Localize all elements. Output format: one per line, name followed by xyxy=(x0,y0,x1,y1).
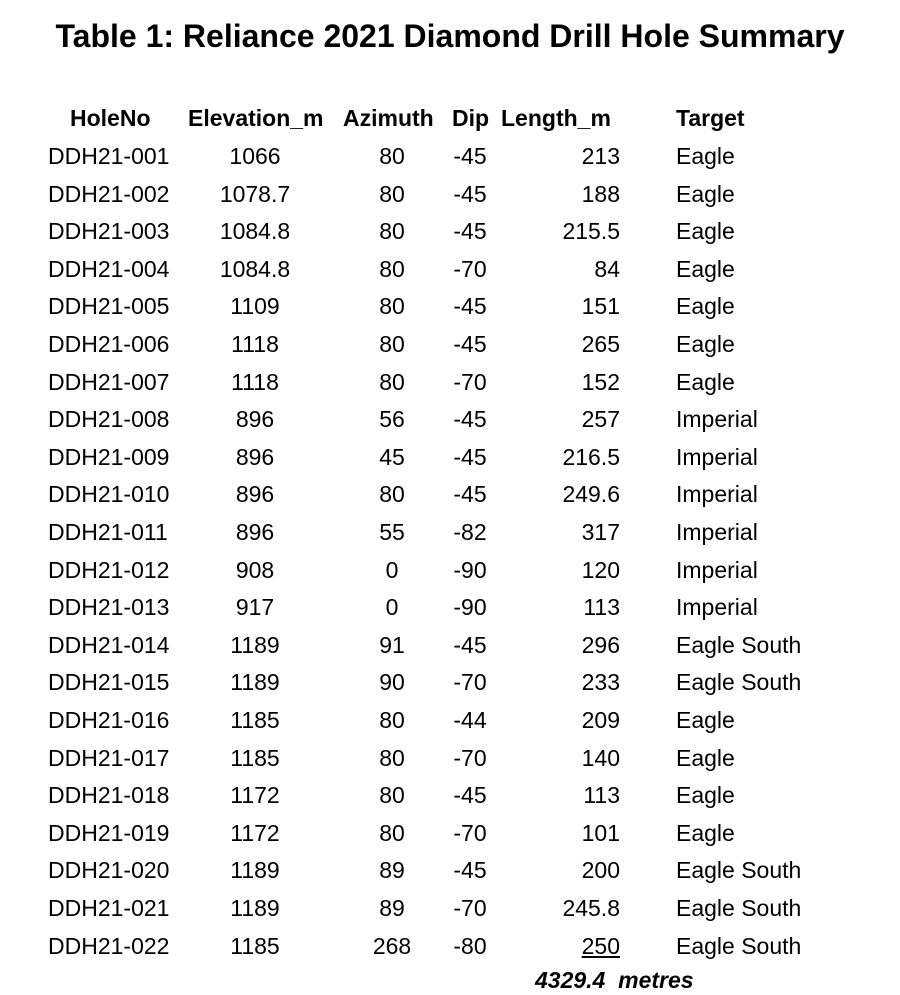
table-cell-hole-no: DDH21-010 xyxy=(48,481,170,507)
table-cell-azimuth: 80 xyxy=(379,331,405,357)
table-cell-elevation: 1084.8 xyxy=(219,256,291,282)
table-cell-hole-no: DDH21-018 xyxy=(48,782,170,808)
table-cell-azimuth: 80 xyxy=(379,143,405,169)
table-cell-length: 265 xyxy=(581,331,620,357)
table-cell-elevation: 1109 xyxy=(230,293,280,319)
table-cell-dip: -90 xyxy=(453,557,487,583)
table-cell-target: Eagle xyxy=(676,745,735,771)
table-cell-elevation: 1118 xyxy=(231,369,279,395)
table-cell-hole-no: DDH21-011 xyxy=(48,519,168,545)
table-cell-azimuth: 80 xyxy=(379,293,405,319)
table-cell-dip: -70 xyxy=(453,369,487,395)
table-cell-dip: -45 xyxy=(453,406,487,432)
table-cell-elevation: 1084.8 xyxy=(219,218,291,244)
table-cell-target: Eagle xyxy=(676,331,735,357)
table-cell-elevation: 1118 xyxy=(231,331,279,357)
table-cell-dip: -45 xyxy=(453,481,487,507)
table-cell-length: 216.5 xyxy=(562,444,620,470)
table-cell-elevation: 1189 xyxy=(230,632,280,658)
table-cell-dip: -45 xyxy=(453,218,487,244)
table-cell-target: Eagle South xyxy=(676,632,802,658)
table-cell-dip: -45 xyxy=(453,782,487,808)
table-cell-target: Eagle xyxy=(676,218,735,244)
table-cell-length: 113 xyxy=(583,594,620,620)
table-cell-dip: -70 xyxy=(453,820,487,846)
table-cell-target: Imperial xyxy=(676,519,758,545)
table-cell-dip: -45 xyxy=(453,181,487,207)
table-cell-hole-no: DDH21-020 xyxy=(48,857,170,883)
table-cell-length: 245.8 xyxy=(562,895,620,921)
table-cell-target: Eagle South xyxy=(676,857,802,883)
table-cell-target: Imperial xyxy=(676,481,758,507)
table-cell-length: 233 xyxy=(581,669,620,695)
table-cell-azimuth: 80 xyxy=(379,369,405,395)
table-cell-target: Eagle South xyxy=(676,895,802,921)
table-cell-dip: -70 xyxy=(453,745,487,771)
table-cell-azimuth: 80 xyxy=(379,707,405,733)
column-header-elevation: Elevation_m xyxy=(188,105,324,131)
table-cell-length: 250 xyxy=(581,933,620,959)
table-cell-length: 257 xyxy=(581,406,620,432)
table-cell-azimuth: 0 xyxy=(385,594,399,620)
table-cell-length: 140 xyxy=(581,745,620,771)
table-cell-length: 101 xyxy=(581,820,620,846)
table-cell-hole-no: DDH21-001 xyxy=(48,143,170,169)
column-header-dip: Dip xyxy=(452,105,490,131)
table-cell-elevation: 896 xyxy=(235,444,275,470)
table-cell-dip: -44 xyxy=(453,707,487,733)
table-cell-dip: -45 xyxy=(453,857,487,883)
table-cell-hole-no: DDH21-019 xyxy=(48,820,170,846)
table-cell-hole-no: DDH21-003 xyxy=(48,218,170,244)
table-cell-elevation: 1172 xyxy=(230,782,280,808)
total-length: 4329.4 metres xyxy=(535,967,694,993)
table-cell-hole-no: DDH21-021 xyxy=(48,895,170,921)
table-cell-azimuth: 90 xyxy=(379,669,405,695)
table-cell-elevation: 908 xyxy=(235,557,275,583)
table-cell-azimuth: 80 xyxy=(379,782,405,808)
table-cell-dip: -70 xyxy=(453,669,487,695)
table-title: Table 1: Reliance 2021 Diamond Drill Hole Summary xyxy=(55,18,845,54)
column-header-hole-no: HoleNo xyxy=(70,105,151,131)
table-cell-elevation: 1078.7 xyxy=(219,181,291,207)
table-cell-hole-no: DDH21-016 xyxy=(48,707,170,733)
column-header-azimuth: Azimuth xyxy=(343,105,434,131)
table-cell-dip: -45 xyxy=(453,143,487,169)
table-cell-target: Eagle xyxy=(676,256,735,282)
table-cell-length: 249.6 xyxy=(562,481,620,507)
table-cell-hole-no: DDH21-015 xyxy=(48,669,170,695)
table-cell-azimuth: 268 xyxy=(372,933,412,959)
table-cell-target: Imperial xyxy=(676,444,758,470)
table-cell-dip: -45 xyxy=(453,444,487,470)
table-cell-elevation: 1189 xyxy=(230,895,280,921)
table-cell-length: 151 xyxy=(581,293,620,319)
table-cell-target: Eagle xyxy=(676,369,735,395)
table-cell-elevation: 1185 xyxy=(230,745,280,771)
table-cell-hole-no: DDH21-007 xyxy=(48,369,170,395)
table-cell-elevation: 1185 xyxy=(230,933,280,959)
table-cell-dip: -80 xyxy=(453,933,487,959)
table-cell-length: 152 xyxy=(581,369,620,395)
table-cell-target: Imperial xyxy=(676,406,758,432)
table-cell-target: Imperial xyxy=(676,594,758,620)
table-cell-length: 120 xyxy=(581,557,620,583)
table-cell-dip: -70 xyxy=(453,256,487,282)
table-cell-hole-no: DDH21-008 xyxy=(48,406,170,432)
table-cell-azimuth: 0 xyxy=(385,557,399,583)
table-cell-dip: -82 xyxy=(453,519,487,545)
table-cell-hole-no: DDH21-002 xyxy=(48,181,170,207)
table-cell-elevation: 917 xyxy=(235,594,275,620)
table-cell-azimuth: 55 xyxy=(379,519,405,545)
table-cell-hole-no: DDH21-006 xyxy=(48,331,170,357)
table-cell-azimuth: 80 xyxy=(379,745,405,771)
table-cell-target: Eagle xyxy=(676,143,735,169)
table-cell-target: Eagle South xyxy=(676,933,802,959)
table-cell-dip: -45 xyxy=(453,331,487,357)
table-cell-target: Eagle xyxy=(676,820,735,846)
table-cell-azimuth: 80 xyxy=(379,481,405,507)
table-cell-elevation: 1189 xyxy=(230,669,280,695)
table-cell-target: Eagle xyxy=(676,707,735,733)
table-cell-dip: -70 xyxy=(453,895,487,921)
table-cell-hole-no: DDH21-022 xyxy=(48,933,170,959)
table-cell-azimuth: 80 xyxy=(379,218,405,244)
table-cell-azimuth: 91 xyxy=(379,632,405,658)
table-cell-hole-no: DDH21-005 xyxy=(48,293,170,319)
table-cell-elevation: 1189 xyxy=(230,857,280,883)
table-cell-dip: -45 xyxy=(453,293,487,319)
table-cell-elevation: 896 xyxy=(235,406,275,432)
table-cell-elevation: 1066 xyxy=(229,143,281,169)
table-cell-azimuth: 80 xyxy=(379,820,405,846)
table-cell-hole-no: DDH21-009 xyxy=(48,444,170,470)
table-cell-hole-no: DDH21-017 xyxy=(48,745,170,771)
table-cell-hole-no: DDH21-004 xyxy=(48,256,170,282)
table-cell-azimuth: 56 xyxy=(379,406,405,432)
table-cell-hole-no: DDH21-012 xyxy=(48,557,170,583)
table-cell-target: Imperial xyxy=(676,557,758,583)
column-header-length: Length_m xyxy=(501,105,611,131)
column-header-target: Target xyxy=(676,105,745,131)
table-cell-target: Eagle xyxy=(676,293,735,319)
table-cell-azimuth: 89 xyxy=(379,857,405,883)
table-cell-hole-no: DDH21-013 xyxy=(48,594,170,620)
table-cell-length: 317 xyxy=(581,519,620,545)
table-cell-azimuth: 80 xyxy=(379,256,405,282)
table-cell-elevation: 1172 xyxy=(230,820,280,846)
table-cell-azimuth: 89 xyxy=(379,895,405,921)
table-cell-length: 200 xyxy=(581,857,620,883)
table-cell-dip: -90 xyxy=(453,594,487,620)
table-cell-elevation: 896 xyxy=(235,481,275,507)
table-cell-length: 188 xyxy=(581,181,620,207)
table-cell-hole-no: DDH21-014 xyxy=(48,632,170,658)
table-cell-dip: -45 xyxy=(453,632,487,658)
table-cell-length: 209 xyxy=(581,707,620,733)
table-cell-length: 296 xyxy=(581,632,620,658)
table-cell-azimuth: 45 xyxy=(379,444,405,470)
table-cell-length: 215.5 xyxy=(562,218,620,244)
table-cell-length: 113 xyxy=(583,782,620,808)
table-cell-length: 84 xyxy=(594,256,620,282)
table-cell-target: Eagle xyxy=(676,782,735,808)
table-cell-length: 213 xyxy=(581,143,620,169)
table-cell-elevation: 1185 xyxy=(230,707,280,733)
table-cell-elevation: 896 xyxy=(235,519,275,545)
table-cell-azimuth: 80 xyxy=(379,181,405,207)
table-cell-target: Eagle xyxy=(676,181,735,207)
table-cell-target: Eagle South xyxy=(676,669,802,695)
